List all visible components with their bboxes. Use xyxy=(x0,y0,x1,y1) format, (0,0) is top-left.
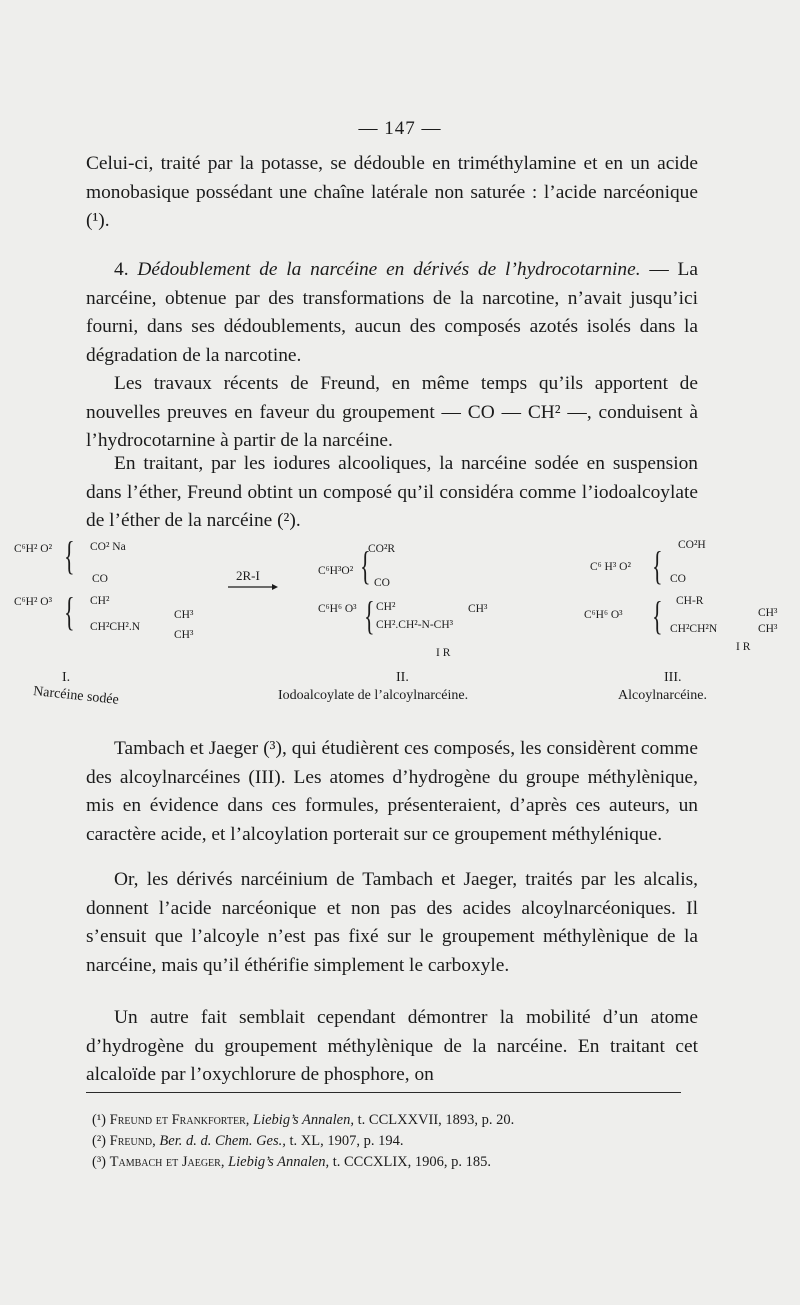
formula-3-line2: CO xyxy=(670,573,686,585)
section-title: Dédoublement de la narcéine en dérivés de l’hydrocotarnine. xyxy=(137,259,641,280)
formula-2-top-group: C⁶H³O² xyxy=(318,565,354,577)
formula-1 xyxy=(14,533,214,700)
formula-2-caption: Iodoalcoylate de l’alcoylnarcéine. xyxy=(278,688,469,703)
formula-1-line2: CO xyxy=(92,573,108,585)
formula-3-brace-2: { xyxy=(652,593,663,638)
formula-1-line6: CH³ xyxy=(174,629,194,641)
footnote-1-ref: t. CCLXXVII, 1893, p. 20. xyxy=(357,1112,515,1128)
paragraph-1: Celui-ci, traité par la potasse, se dédouble en triméthylamine et en un acide monobasique possédant une chaîne latérale non saturée : l’acide narcéonique (¹). xyxy=(86,153,698,231)
paragraph-4 xyxy=(86,450,698,536)
formula-2 xyxy=(288,540,518,670)
footnote-3-ref: t. CCCXLIX, 1906, p. 185. xyxy=(332,1154,491,1170)
formula-3-top-group: C⁶ H³ O² xyxy=(590,561,631,573)
formula-3 xyxy=(584,536,800,666)
formula-2-line3: CH² xyxy=(376,601,396,613)
footnote-3 xyxy=(92,1152,692,1173)
section-4 xyxy=(86,256,698,370)
footnote-3-mark: (³) xyxy=(92,1154,107,1170)
footnote-1-author: Freund et Frankforter, xyxy=(109,1112,250,1128)
formula-3-line1: CO²H xyxy=(678,539,706,551)
formula-3-line5: CH²CH²N xyxy=(670,623,718,635)
formula-3-bottom-group: C⁶H⁶ O³ xyxy=(584,609,623,621)
formula-1-line5: CH²CH².N xyxy=(90,621,141,633)
formula-2-line4: CH³ xyxy=(468,603,488,615)
formula-1-line1: CO² Na xyxy=(90,541,126,553)
footnote-1 xyxy=(92,1110,692,1131)
paragraph-3-text: Les travaux récents de Freund, en même temps qu’ils apportent de nouvelles preuves en faveur du groupement — CO — CH² —, conduisent à l’hydrocotarnine à partir de la narcéine. xyxy=(86,373,698,451)
formula-1-top-group: C⁶H² O² xyxy=(14,543,53,555)
footnote-2 xyxy=(92,1131,692,1152)
formula-2-bottom-group: C⁶H⁶ O³ xyxy=(318,603,357,615)
formula-2-brace-2: { xyxy=(364,593,375,638)
footnotes xyxy=(92,1110,692,1173)
formula-1-caption: Narcéine sodée xyxy=(32,684,120,708)
paragraph-7-text: Un autre fait semblait cependant démontrer la mobilité d’un atome d’hydrogène du groupement méthylènique de la narcéine. En traitant cet alcaloïde par l’oxychlorure de phosphore, on xyxy=(86,1007,698,1085)
formula-3-brace-1: { xyxy=(652,543,663,588)
footnote-2-ref: t. XL, 1907, p. 194. xyxy=(289,1133,404,1149)
footnote-1-journal: Liebig’s Annalen, xyxy=(253,1112,354,1128)
arrow-label: 2R-I xyxy=(236,568,260,583)
footnote-2-mark: (²) xyxy=(92,1133,107,1149)
section-text: — La narcéine, obtenue par des transformations de la narcotine, n’avait jusqu’ici fourni, dans ses dédoublements, aucun des composés azotés isolés dans la dégradation de la narcotine. xyxy=(86,259,698,366)
formula-3-number: III. xyxy=(664,670,682,685)
formula-1-bottom-group: C⁶H² O³ xyxy=(14,596,53,608)
paragraph-5 xyxy=(86,735,698,849)
formula-1-line3: CH² xyxy=(90,595,110,607)
footnote-2-author: Freund, xyxy=(109,1133,156,1149)
footnote-1-mark: (¹) xyxy=(92,1112,107,1128)
formula-3-line4: CH³ xyxy=(758,607,778,619)
reaction-arrow xyxy=(228,582,278,592)
paragraph-3 xyxy=(86,370,698,456)
footnote-rule xyxy=(86,1092,681,1093)
paragraph-7 xyxy=(86,1004,698,1090)
footnote-3-author: Tambach et Jaeger, xyxy=(109,1154,225,1170)
footnote-3-journal: Liebig’s Annalen, xyxy=(228,1154,330,1170)
formula-1-line4: CH³ xyxy=(174,609,194,621)
formula-2-line5: CH².CH²-N-CH³ xyxy=(376,619,454,631)
formula-2-line2: CO xyxy=(374,577,390,589)
formula-1-number: I. xyxy=(62,670,71,685)
formula-2-line1: CO²R xyxy=(368,543,396,555)
paragraph-6-text: Or, les dérivés narcéinium de Tambach et Jaeger, traités par les alcalis, donnent l’acide narcéonique et non pas des acides alcoylnarcéoniques. Il s’ensuit que l’alcoyle n’est pas fixé sur le groupement méthylènique de la narcéine, mais qu’il éthérifie simplement le carboxyle. xyxy=(86,869,698,976)
formula-3-line6: CH³ xyxy=(758,623,778,635)
section-number: 4. xyxy=(114,259,129,280)
formula-2-brace-1: { xyxy=(360,543,371,588)
formula-3-caption: Alcoylnarcéine. xyxy=(618,688,708,703)
formula-2-number: II. xyxy=(396,670,409,685)
paragraph-5-text: Tambach et Jaeger (³), qui étudièrent ces composés, les considèrent comme des alcoylnarcéines (III). Les atomes d’hydrogène du groupe méthylènique, mis en évidence dans ces formules, présenteraient, d’après ces auteurs, un caractère acide, et l’alcoylation porterait sur ce groupement méthylénique. xyxy=(86,738,698,845)
paragraph-6 xyxy=(86,866,698,980)
formula-2-line6: I R xyxy=(436,647,451,659)
paragraph-4-text: En traitant, par les iodures alcooliques, la narcéine sodée en suspension dans l’éther, Freund obtint un composé qu’il considéra comme l’iodoalcoylate de l’éther de la narcéine (²). xyxy=(86,453,698,531)
formula-3-line7: I R xyxy=(736,641,751,653)
page-number: — 147 — xyxy=(358,118,442,139)
formula-1-brace-1: { xyxy=(64,533,75,578)
formula-1-brace-2: { xyxy=(64,589,75,634)
footnote-2-journal: Ber. d. d. Chem. Ges., xyxy=(159,1133,286,1149)
formula-3-line3: CH-R xyxy=(676,595,704,607)
